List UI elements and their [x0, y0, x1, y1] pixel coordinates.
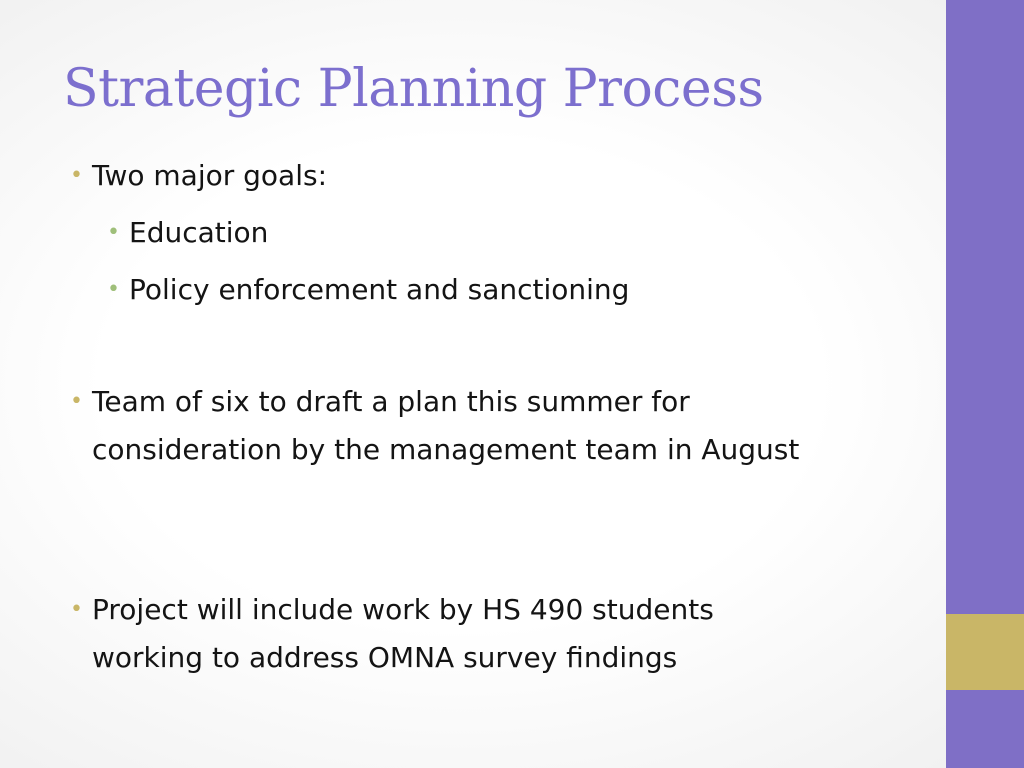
sub-bullet-icon: • [107, 220, 120, 245]
bullet-item [70, 152, 327, 200]
bullet-text: Project will include work by HS 490 students working to address OMNA survey findings [92, 593, 714, 674]
sub-bullet-item [107, 209, 268, 257]
bullet-icon: • [70, 163, 83, 188]
sub-bullet-item [107, 266, 629, 314]
decorative-side-bar-accent [946, 614, 1024, 690]
bullet-text: Two major goals: [92, 159, 328, 192]
sub-bullet-text: Education [129, 216, 269, 249]
bullet-icon: • [70, 597, 83, 622]
sub-bullet-icon: • [107, 277, 120, 302]
slide-title: Strategic Planning Process [63, 59, 764, 119]
bullet-item [70, 586, 830, 682]
bullet-icon: • [70, 389, 83, 414]
bullet-item [70, 378, 810, 474]
bullet-text: Team of six to draft a plan this summer for consideration by the management team in August [92, 385, 800, 466]
sub-bullet-text: Policy enforcement and sanctioning [129, 273, 630, 306]
